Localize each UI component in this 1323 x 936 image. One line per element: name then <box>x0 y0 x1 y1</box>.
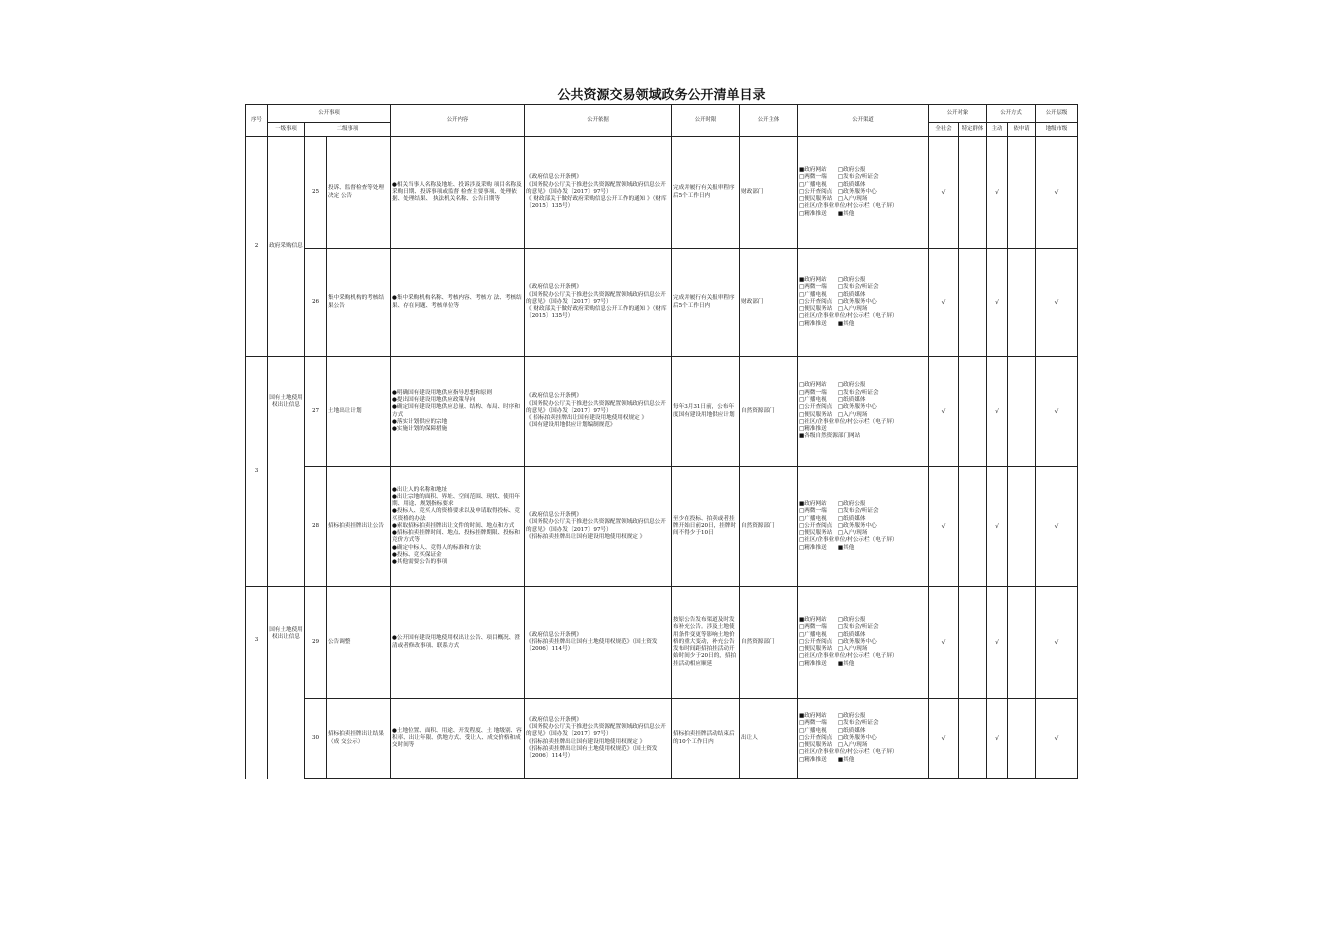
table-row <box>246 357 1078 467</box>
item-number: 25 <box>305 137 327 249</box>
target-all-check: √ <box>929 357 959 467</box>
method-active-check: √ <box>987 357 1008 467</box>
method-active-check: √ <box>987 249 1008 357</box>
basis-cell: 《政府信息公开条例》 《国务院办公厅关于推进公共资源配置领域政府信息公开的意见》（国办发〔2017〕97号） 《招标拍卖挂牌出让国有建设用地使用权规定 》 <box>525 467 672 587</box>
level1-cell: 国有土地使用权出让信息 <box>268 357 305 587</box>
item-number: 30 <box>305 699 327 779</box>
level1-cell: 国有土地使用权出让信息 <box>268 587 305 779</box>
header-target-all: 全社会 <box>929 123 959 137</box>
subject-cell: 自然资源部门 <box>740 357 798 467</box>
target-specific-check <box>959 249 987 357</box>
item-number: 28 <box>305 467 327 587</box>
basis-cell: 《政府信息公开条例》 《国务院办公厅关于推进公共资源配置领域政府信息公开的意见》（国办发〔2017〕97号） 《招标拍卖挂牌出让国有建设用地使用权规定 》 《招标拍卖挂牌出让国有土地使用权规范》（国土资发〔2006〕114号） <box>525 699 672 779</box>
seq-cell: 3 <box>246 587 268 779</box>
level-city-check: √ <box>1036 137 1078 249</box>
level-city-check: √ <box>1036 467 1078 587</box>
method-active-check: √ <box>987 137 1008 249</box>
subject-cell: 财政部门 <box>740 137 798 249</box>
item-number: 29 <box>305 587 327 699</box>
level2-cell: 土地出让计划 <box>327 357 391 467</box>
method-apply-check <box>1008 357 1036 467</box>
header-target-specific: 特定群体 <box>959 123 987 137</box>
basis-cell: 《政府信息公开条例》 《国务院办公厅关于推进公共资源配置领域政府信息公开的意见》（国办发〔2017〕97号） 《 财政部关于做好政府采购信息公开工作的通知 》（财库〔2015〕135号） <box>525 249 672 357</box>
channel-cell: ■政府网站 □政府公报 □两微一端 □发布会/听证会 □广播电视 □纸质媒体 □公开查阅点 □政务服务中心 □便民服务站 □入户/现场 □社区/企事业单位/村公示栏（电子屏） □精准推送 ■其他 <box>798 249 929 357</box>
target-specific-check <box>959 699 987 779</box>
item-number: 27 <box>305 357 327 467</box>
channel-cell: ■政府网站 □政府公报 □两微一端 □发布会/听证会 □广播电视 □纸质媒体 □公开查阅点 □政务服务中心 □便民服务站 □入户/现场 □社区/企事业单位/村公示栏（电子屏） □精准推送 ■其他 <box>798 699 929 779</box>
item-number: 26 <box>305 249 327 357</box>
method-apply-check <box>1008 587 1036 699</box>
target-all-check: √ <box>929 699 959 779</box>
basis-cell: 《政府信息公开条例》 《国务院办公厅关于推进公共资源配置领域政府信息公开的意见》（国办发〔2017〕97号） 《 财政部关于做好政府采购信息公开工作的通知 》（财库〔2015〕135号） <box>525 137 672 249</box>
header-target: 公开对象 <box>929 105 987 123</box>
disclosure-table <box>245 104 1078 779</box>
level1-cell: 政府采购信息 <box>268 137 305 357</box>
channel-cell: ■政府网站 □政府公报 □两微一端 □发布会/听证会 □广播电视 □纸质媒体 □公开查阅点 □政务服务中心 □便民服务站 □入户/现场 □社区/企事业单位/村公示栏（电子屏） □精准推送 ■其他 <box>798 587 929 699</box>
level-city-check: √ <box>1036 699 1078 779</box>
header-method-apply: 依申请 <box>1008 123 1036 137</box>
header-items: 公开事项 <box>268 105 391 123</box>
method-apply-check <box>1008 137 1036 249</box>
header-seq: 序号 <box>246 105 268 137</box>
time-cell: 每年3月31日前，公布年度国有建设用地供应计划 <box>672 357 740 467</box>
header-method: 公开方式 <box>987 105 1036 123</box>
time-cell: 完成并履行有关报审程序后5个工作日内 <box>672 249 740 357</box>
level2-cell: 投诉、监督检查等处理决定 公告 <box>327 137 391 249</box>
method-active-check: √ <box>987 699 1008 779</box>
table-row <box>246 467 1078 587</box>
level-city-check: √ <box>1036 587 1078 699</box>
content-cell: ●相关当事人名称及地址、投诉涉及采购 项目名称及采购日期、投诉事项或监督 检查主要事项、处理依据、处理结果、 执法机关名称、公告日期等 <box>391 137 525 249</box>
time-cell: 至少在投标、拍卖或者挂牌开始日前20日，挂牌时间不得少于10日 <box>672 467 740 587</box>
method-apply-check <box>1008 249 1036 357</box>
basis-cell: 《政府信息公开条例》 《国务院办公厅关于推进公共资源配置领域政府信息公开的意见》（国办发〔2017〕97号） 《 招标拍卖挂牌出让国有建设用地使用权规定 》 《国有建设用地供应计划编制规范》 <box>525 357 672 467</box>
method-active-check: √ <box>987 467 1008 587</box>
table-row <box>246 699 1078 779</box>
content-cell: ●集中采购机构名称、考核内容、考核方 法、考核结果、存在问题、考核单位等 <box>391 249 525 357</box>
basis-cell: 《政府信息公开条例》 《招标拍卖挂牌出让国有土地使用权规范》（国土资发〔2006〕114号） <box>525 587 672 699</box>
level-city-check: √ <box>1036 249 1078 357</box>
header-channel: 公开渠道 <box>798 105 929 137</box>
seq-cell: 2 <box>246 137 268 357</box>
target-all-check: √ <box>929 249 959 357</box>
content-cell: ●公开国有建设用地使用权出让公告、项目概况、澄清或者修改事项、联系方式 <box>391 587 525 699</box>
header-subject: 公开主体 <box>740 105 798 137</box>
target-all-check: √ <box>929 467 959 587</box>
target-all-check: √ <box>929 137 959 249</box>
header-level: 公开层级 <box>1036 105 1078 123</box>
subject-cell: 财政部门 <box>740 249 798 357</box>
subject-cell: 出让人 <box>740 699 798 779</box>
level2-cell: 公告调整 <box>327 587 391 699</box>
header-level-city: 地级市级 <box>1036 123 1078 137</box>
header-basis: 公开依据 <box>525 105 672 137</box>
target-specific-check <box>959 137 987 249</box>
method-active-check: √ <box>987 587 1008 699</box>
time-cell: 招标拍卖挂牌活动结束后的10个工作日内 <box>672 699 740 779</box>
subject-cell: 自然资源部门 <box>740 587 798 699</box>
time-cell: 完成并履行有关报审程序后5个工作日内 <box>672 137 740 249</box>
header-content: 公开内容 <box>391 105 525 137</box>
header-level1: 一级事项 <box>268 123 305 137</box>
document-title: 公共资源交易领域政务公开清单目录 <box>557 88 766 103</box>
content-cell: ●明确国有建设用地供应指导思想和原则 ●提出国有建设用地供应政策导向 ●确定国有建设用地供应总量、结构、布局、时序和方式 ●落实计划供应的宗地 ●实施计划的保障措施 <box>391 357 525 467</box>
seq-cell: 3 <box>246 357 268 587</box>
target-specific-check <box>959 467 987 587</box>
subject-cell: 自然资源部门 <box>740 467 798 587</box>
level2-cell: 招标拍卖挂牌出让结果（成 交公示） <box>327 699 391 779</box>
header-level2: 二级事项 <box>305 123 391 137</box>
target-specific-check <box>959 587 987 699</box>
table-row <box>246 249 1078 357</box>
target-all-check: √ <box>929 587 959 699</box>
content-cell: ●土地位置、面积、用途、开发程度、土 地级别、容积率、出让年限、供地方式、受让人、成交价格和成交时间等 <box>391 699 525 779</box>
header-method-active: 主动 <box>987 123 1008 137</box>
time-cell: 按原公告发布渠道及时发布补充公告。涉及土地使用条件变更等影响土地价格的重大变动，补充公告发布时间距招拍挂活动开始时间少于20日的，招拍挂活动相应顺延 <box>672 587 740 699</box>
channel-cell: ■政府网站 □政府公报 □两微一端 □发布会/听证会 □广播电视 □纸质媒体 □公开查阅点 □政务服务中心 □便民服务站 □入户/现场 □社区/企事业单位/村公示栏（电子屏） □精准推送 ■其他 <box>798 137 929 249</box>
channel-cell: □政府网站 □政府公报 □两微一端 □发布会/听证会 □广播电视 □纸质媒体 □公开查阅点 □政务服务中心 □便民服务站 □入户/现场 □社区/企事业单位/村公示栏（电子屏） □精准推送 ■各级自然资源部门网站 <box>798 357 929 467</box>
target-specific-check <box>959 357 987 467</box>
level2-cell: 招标拍卖挂牌出让公告 <box>327 467 391 587</box>
header-time: 公开时限 <box>672 105 740 137</box>
content-cell: ●出让人的名称和地址 ●出让宗地的面积、界址、空间范围、现状、使用年期、用途、规划指标要求 ●投标人、竞买人的资格要求以及申请取得投标、竞买资格的办法 ●索取招标拍卖挂牌出让文件的时间、地点和方式 ●招标拍卖挂牌时间、地点、投标挂牌期限、投标和竞价方式等 ●确定中标人、竞得人的标准和方法 ●投标、竞买保证金 ●其他需要公告的事项 <box>391 467 525 587</box>
channel-cell: ■政府网站 □政府公报 □两微一端 □发布会/听证会 □广播电视 □纸质媒体 □公开查阅点 □政务服务中心 □便民服务站 □入户/现场 □社区/企事业单位/村公示栏（电子屏） □精准推送 ■其他 <box>798 467 929 587</box>
level2-cell: 集中采购机构的考核结果公告 <box>327 249 391 357</box>
table-row <box>246 587 1078 699</box>
table-row <box>246 137 1078 249</box>
level-city-check: √ <box>1036 357 1078 467</box>
method-apply-check <box>1008 699 1036 779</box>
method-apply-check <box>1008 467 1036 587</box>
